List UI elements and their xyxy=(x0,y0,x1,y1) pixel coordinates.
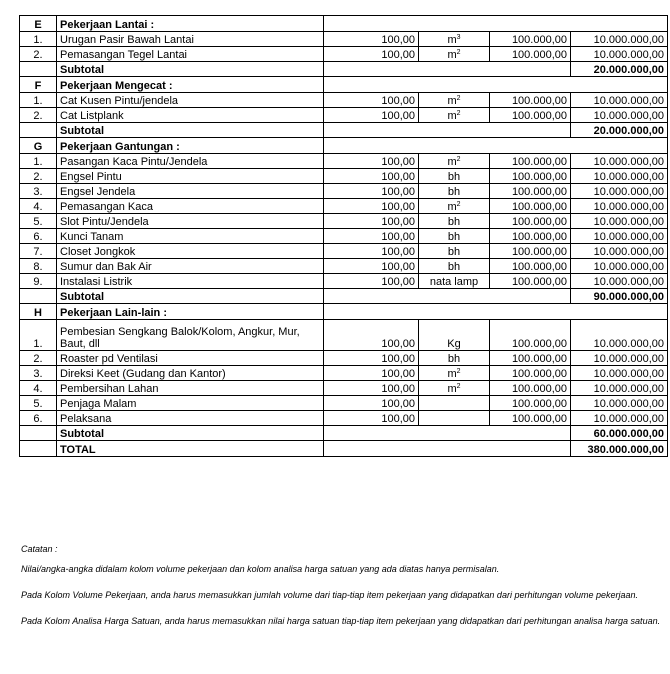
item-unit xyxy=(419,184,490,199)
note-1: Nilai/angka-angka didalam kolom volume pekerjaan dan kolom analisa harga satuan yang ada diatas hanya permisalan. xyxy=(21,564,500,574)
item-volume: 100,00 xyxy=(324,169,419,184)
item-volume: 100,00 xyxy=(324,32,419,47)
item-amount: 10.000.000,00 xyxy=(571,199,668,214)
item-number: 5. xyxy=(20,214,57,229)
item-number: 2. xyxy=(20,351,57,366)
item-number: 1. xyxy=(20,320,57,351)
total-row xyxy=(20,441,668,457)
table-row xyxy=(20,93,668,108)
item-volume: 100,00 xyxy=(324,93,419,108)
item-unit-price: 100.000,00 xyxy=(490,229,571,244)
item-unit xyxy=(419,381,490,396)
table-row xyxy=(20,274,668,289)
item-unit-label: m xyxy=(447,201,457,213)
item-amount: 10.000.000,00 xyxy=(571,381,668,396)
item-amount: 10.000.000,00 xyxy=(571,169,668,184)
section-code: F xyxy=(20,77,57,93)
item-number: 3. xyxy=(20,184,57,199)
item-unit-label: bh xyxy=(447,353,461,365)
item-description: Pelaksana xyxy=(57,411,324,426)
item-unit xyxy=(419,320,490,351)
item-amount: 10.000.000,00 xyxy=(571,351,668,366)
subtotal-row xyxy=(20,62,668,77)
table-row xyxy=(20,214,668,229)
item-unit xyxy=(419,259,490,274)
subtotal-value: 20.000.000,00 xyxy=(571,62,668,77)
item-number: 2. xyxy=(20,108,57,123)
table-row xyxy=(20,229,668,244)
subtotal-gap xyxy=(324,62,571,77)
item-number: 3. xyxy=(20,366,57,381)
subtotal-blank xyxy=(20,426,57,441)
item-unit-label: m xyxy=(447,110,457,122)
total-gap xyxy=(324,441,571,457)
item-number: 4. xyxy=(20,199,57,214)
item-description: Direksi Keet (Gudang dan Kantor) xyxy=(57,366,324,381)
item-volume: 100,00 xyxy=(324,229,419,244)
section-header-row xyxy=(20,77,668,93)
item-unit-label: m xyxy=(447,383,457,395)
item-unit xyxy=(419,108,490,123)
item-description: Cat Kusen Pintu/jendela xyxy=(57,93,324,108)
item-unit-label: Kg xyxy=(447,338,461,350)
item-number: 6. xyxy=(20,411,57,426)
item-amount: 10.000.000,00 xyxy=(571,320,668,351)
item-description: Cat Listplank xyxy=(57,108,324,123)
item-unit-label: bh xyxy=(447,231,461,243)
table-row xyxy=(20,366,668,381)
item-unit-price: 100.000,00 xyxy=(490,154,571,169)
section-header-blank xyxy=(324,16,668,32)
subtotal-label: Subtotal xyxy=(57,289,324,304)
table-row xyxy=(20,169,668,184)
subtotal-label: Subtotal xyxy=(57,426,324,441)
table-row xyxy=(20,351,668,366)
item-unit-label: nata lamp xyxy=(429,276,479,288)
total-blank xyxy=(20,441,57,457)
section-code: E xyxy=(20,16,57,32)
item-unit-price: 100.000,00 xyxy=(490,396,571,411)
item-amount: 10.000.000,00 xyxy=(571,32,668,47)
item-unit-price: 100.000,00 xyxy=(490,108,571,123)
item-unit-price: 100.000,00 xyxy=(490,184,571,199)
item-unit xyxy=(419,274,490,289)
item-unit-exponent: 3 xyxy=(456,34,461,41)
item-volume: 100,00 xyxy=(324,351,419,366)
item-unit xyxy=(419,169,490,184)
item-unit-price: 100.000,00 xyxy=(490,244,571,259)
item-unit xyxy=(419,411,490,426)
item-unit-price: 100.000,00 xyxy=(490,351,571,366)
item-unit xyxy=(419,199,490,214)
table-body xyxy=(20,16,668,457)
item-number: 5. xyxy=(20,396,57,411)
item-description: Kunci Tanam xyxy=(57,229,324,244)
item-amount: 10.000.000,00 xyxy=(571,214,668,229)
section-header-row xyxy=(20,304,668,320)
total-value: 380.000.000,00 xyxy=(571,441,668,457)
table-row xyxy=(20,184,668,199)
item-unit-price: 100.000,00 xyxy=(490,259,571,274)
total-label: TOTAL xyxy=(57,441,324,457)
item-amount: 10.000.000,00 xyxy=(571,396,668,411)
item-number: 4. xyxy=(20,381,57,396)
cost-estimate-table xyxy=(19,15,668,457)
item-unit-label: bh xyxy=(447,186,461,198)
item-description: Pembersihan Lahan xyxy=(57,381,324,396)
table-row xyxy=(20,108,668,123)
item-unit-label: m xyxy=(447,95,457,107)
item-number: 1. xyxy=(20,154,57,169)
item-amount: 10.000.000,00 xyxy=(571,108,668,123)
section-header-row xyxy=(20,16,668,32)
item-amount: 10.000.000,00 xyxy=(571,93,668,108)
item-unit-label: m xyxy=(447,34,457,46)
table-row xyxy=(20,154,668,169)
item-unit-label: bh xyxy=(447,261,461,273)
item-unit-exponent: 2 xyxy=(456,95,461,102)
subtotal-row xyxy=(20,426,668,441)
item-unit xyxy=(419,32,490,47)
item-volume: 100,00 xyxy=(324,154,419,169)
item-amount: 10.000.000,00 xyxy=(571,274,668,289)
item-unit-price: 100.000,00 xyxy=(490,411,571,426)
subtotal-row xyxy=(20,289,668,304)
subtotal-blank xyxy=(20,62,57,77)
item-number: 6. xyxy=(20,229,57,244)
item-amount: 10.000.000,00 xyxy=(571,229,668,244)
item-amount: 10.000.000,00 xyxy=(571,184,668,199)
table-row xyxy=(20,199,668,214)
item-unit-label: bh xyxy=(447,216,461,228)
section-title: Pekerjaan Lantai : xyxy=(57,16,324,32)
subtotal-gap xyxy=(324,289,571,304)
table-row xyxy=(20,381,668,396)
item-volume: 100,00 xyxy=(324,411,419,426)
section-title: Pekerjaan Mengecat : xyxy=(57,77,324,93)
item-unit-price: 100.000,00 xyxy=(490,32,571,47)
item-unit-label: bh xyxy=(447,246,461,258)
item-number: 7. xyxy=(20,244,57,259)
item-volume: 100,00 xyxy=(324,199,419,214)
item-amount: 10.000.000,00 xyxy=(571,244,668,259)
subtotal-value: 90.000.000,00 xyxy=(571,289,668,304)
subtotal-row xyxy=(20,123,668,138)
item-unit-price: 100.000,00 xyxy=(490,320,571,351)
item-unit-exponent: 2 xyxy=(456,110,461,117)
table-row xyxy=(20,32,668,47)
item-unit-exponent: 2 xyxy=(456,368,461,375)
item-number: 1. xyxy=(20,93,57,108)
note-2: Pada Kolom Volume Pekerjaan, anda harus memasukkan jumlah volume dari tiap-tiap item pekerjaan yang didapatkan dari perhitungan volume pekerjaan. xyxy=(21,590,639,600)
item-unit-price: 100.000,00 xyxy=(490,47,571,62)
item-volume: 100,00 xyxy=(324,259,419,274)
item-description: Engsel Jendela xyxy=(57,184,324,199)
item-description: Penjaga Malam xyxy=(57,396,324,411)
item-number: 2. xyxy=(20,47,57,62)
section-header-blank xyxy=(324,304,668,320)
item-unit-label: m xyxy=(447,49,457,61)
item-unit-exponent: 2 xyxy=(456,156,461,163)
table-row xyxy=(20,411,668,426)
item-unit-price: 100.000,00 xyxy=(490,93,571,108)
item-volume: 100,00 xyxy=(324,274,419,289)
item-volume: 100,00 xyxy=(324,381,419,396)
table-row xyxy=(20,320,668,351)
table-row xyxy=(20,244,668,259)
item-amount: 10.000.000,00 xyxy=(571,411,668,426)
note-3: Pada Kolom Analisa Harga Satuan, anda harus memasukkan nilai harga satuan tiap-tiap item pekerjaan yang didapatkan dari perhitungan analisa harga satuan. xyxy=(21,616,661,626)
item-amount: 10.000.000,00 xyxy=(571,366,668,381)
item-description: Sumur dan Bak Air xyxy=(57,259,324,274)
item-number: 9. xyxy=(20,274,57,289)
notes-title: Catatan : xyxy=(21,544,58,554)
item-unit-label: m xyxy=(447,368,457,380)
item-unit xyxy=(419,244,490,259)
subtotal-value: 60.000.000,00 xyxy=(571,426,668,441)
subtotal-blank xyxy=(20,123,57,138)
item-unit-price: 100.000,00 xyxy=(490,366,571,381)
item-unit-price: 100.000,00 xyxy=(490,199,571,214)
item-unit xyxy=(419,366,490,381)
item-unit xyxy=(419,351,490,366)
item-description: Pembesian Sengkang Balok/Kolom, Angkur, Mur, Baut, dll xyxy=(57,320,324,351)
subtotal-label: Subtotal xyxy=(57,62,324,77)
section-header-row xyxy=(20,138,668,154)
item-unit-exponent: 2 xyxy=(456,383,461,390)
item-volume: 100,00 xyxy=(324,320,419,351)
item-description: Pemasangan Tegel Lantai xyxy=(57,47,324,62)
item-volume: 100,00 xyxy=(324,47,419,62)
item-volume: 100,00 xyxy=(324,366,419,381)
item-volume: 100,00 xyxy=(324,214,419,229)
item-number: 2. xyxy=(20,169,57,184)
item-unit xyxy=(419,229,490,244)
item-volume: 100,00 xyxy=(324,184,419,199)
item-description: Pemasangan Kaca xyxy=(57,199,324,214)
item-number: 1. xyxy=(20,32,57,47)
item-unit xyxy=(419,154,490,169)
section-header-blank xyxy=(324,77,668,93)
item-description: Closet Jongkok xyxy=(57,244,324,259)
item-volume: 100,00 xyxy=(324,108,419,123)
subtotal-value: 20.000.000,00 xyxy=(571,123,668,138)
item-amount: 10.000.000,00 xyxy=(571,154,668,169)
item-unit-exponent: 2 xyxy=(456,49,461,56)
item-unit xyxy=(419,214,490,229)
notes-section xyxy=(21,543,661,627)
item-volume: 100,00 xyxy=(324,396,419,411)
section-code: H xyxy=(20,304,57,320)
table-row xyxy=(20,396,668,411)
item-description: Slot Pintu/Jendela xyxy=(57,214,324,229)
item-description: Engsel Pintu xyxy=(57,169,324,184)
item-unit-price: 100.000,00 xyxy=(490,381,571,396)
subtotal-gap xyxy=(324,426,571,441)
section-title: Pekerjaan Gantungan : xyxy=(57,138,324,154)
item-unit xyxy=(419,93,490,108)
item-unit xyxy=(419,396,490,411)
item-volume: 100,00 xyxy=(324,244,419,259)
item-unit-price: 100.000,00 xyxy=(490,169,571,184)
table-row xyxy=(20,47,668,62)
item-description: Urugan Pasir Bawah Lantai xyxy=(57,32,324,47)
item-unit-price: 100.000,00 xyxy=(490,274,571,289)
item-unit-exponent: 2 xyxy=(456,201,461,208)
subtotal-gap xyxy=(324,123,571,138)
item-amount: 10.000.000,00 xyxy=(571,47,668,62)
section-header-blank xyxy=(324,138,668,154)
item-description: Instalasi Listrik xyxy=(57,274,324,289)
section-code: G xyxy=(20,138,57,154)
item-number: 8. xyxy=(20,259,57,274)
item-unit-label: bh xyxy=(447,171,461,183)
item-unit xyxy=(419,47,490,62)
item-description: Roaster pd Ventilasi xyxy=(57,351,324,366)
table-row xyxy=(20,259,668,274)
item-unit-label: m xyxy=(447,156,457,168)
item-unit-price: 100.000,00 xyxy=(490,214,571,229)
section-title: Pekerjaan Lain-lain : xyxy=(57,304,324,320)
item-description: Pasangan Kaca Pintu/Jendela xyxy=(57,154,324,169)
subtotal-label: Subtotal xyxy=(57,123,324,138)
item-amount: 10.000.000,00 xyxy=(571,259,668,274)
subtotal-blank xyxy=(20,289,57,304)
